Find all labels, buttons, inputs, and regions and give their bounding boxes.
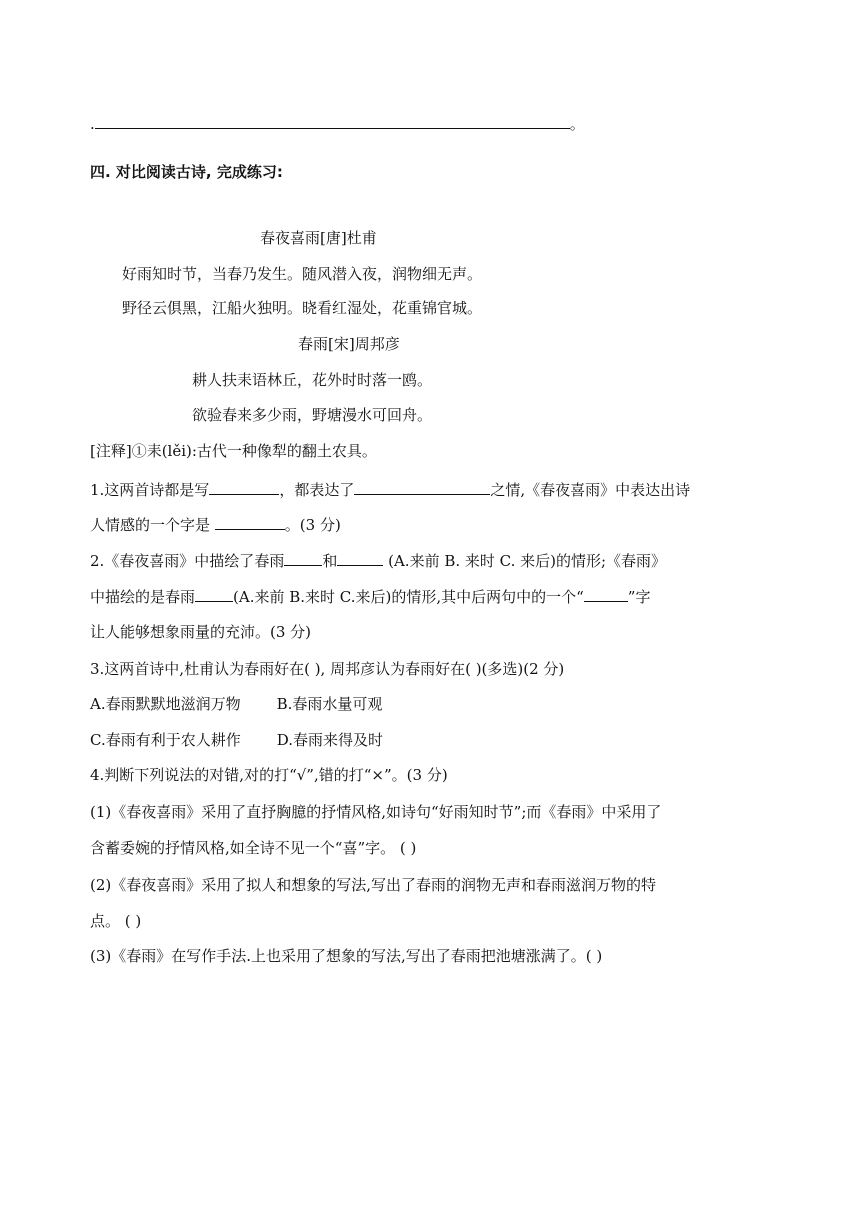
answer-blank[interactable] xyxy=(215,514,285,530)
section-heading: 四. 对比阅读古诗, 完成练习: xyxy=(90,163,283,181)
question-4-stem: 4.判断下列说法的对错,对的打“√”,错的打“×”。(3 分) xyxy=(90,766,448,784)
answer-line-top: . 。 xyxy=(90,115,585,133)
answer-blank[interactable] xyxy=(354,479,490,495)
question-3-options-row1 xyxy=(90,694,382,714)
question-1-line2: 人情感的一个字是 。(3 分) xyxy=(90,516,341,534)
question-2-line1: 2.《春夜喜雨》中描绘了春雨 和 (A.来前 B. 来时 C. 来后)的情形;《春雨》 xyxy=(90,552,667,570)
question-2-line2: 中描绘的是春雨 (A.来前 B.来时 C.来后)的情形,其中后两句中的一个“ ”字 xyxy=(90,588,651,606)
answer-blank[interactable] xyxy=(284,550,322,566)
option-a[interactable]: A.春雨默默地滋润万物 xyxy=(90,695,241,713)
question-4-statement-2b: 点。 ( ) xyxy=(90,912,142,930)
poem2-line2: 欲验春来多少雨，野塘漫水可回舟。 xyxy=(192,406,433,424)
question-3-options-row2 xyxy=(90,730,383,750)
poem1-title: 春夜喜雨[唐]杜甫 xyxy=(260,229,377,247)
answer-blank[interactable] xyxy=(195,586,233,602)
question-4-statement-1a: (1)《春夜喜雨》采用了直抒胸臆的抒情风格,如诗句“好雨知时节”;而《春雨》中采用了 xyxy=(90,803,662,821)
question-2-line3: 让人能够想象雨量的充沛。(3 分) xyxy=(90,623,312,641)
question-4-statement-1b: 含蓄委婉的抒情风格,如全诗不见一个“喜”字。 ( ) xyxy=(90,839,417,857)
answer-blank[interactable] xyxy=(584,586,628,602)
poem1-line2: 野径云俱黑，江船火独明。晓看红湿处，花重锦官城。 xyxy=(122,299,483,317)
poem2-title: 春雨[宋]周邦彦 xyxy=(298,335,400,353)
blank-line[interactable] xyxy=(95,114,570,129)
question-4-statement-3: (3)《春雨》在写作手法.上也采用了想象的写法,写出了春雨把池塘涨满了。( ) xyxy=(90,947,603,965)
option-b[interactable]: B.春雨水量可观 xyxy=(276,695,383,713)
question-1-line1: 1.这两首诗都是写 ，都表达了 之情,《春夜喜雨》中表达出诗 xyxy=(90,481,691,499)
poem2-line1: 耕人扶耒语林丘，花外时时落一鸥。 xyxy=(192,371,433,389)
question-4-statement-2a: (2)《春夜喜雨》采用了拟人和想象的写法,写出了春雨的润物无声和春雨滋润万物的特 xyxy=(90,876,657,894)
answer-blank[interactable] xyxy=(209,479,279,495)
answer-blank[interactable] xyxy=(337,550,383,566)
poem1-line1: 好雨知时节，当春乃发生。随风潜入夜，润物细无声。 xyxy=(122,265,483,283)
annotation-note: [注释]①耒(lěi):古代一种像犁的翻土农具。 xyxy=(90,442,377,460)
question-3-stem: 3.这两首诗中,杜甫认为春雨好在( ), 周邦彦认为春雨好在( )(多选)(2 分) xyxy=(90,660,565,678)
option-d[interactable]: D.春雨来得及时 xyxy=(276,731,383,749)
option-c[interactable]: C.春雨有利于农人耕作 xyxy=(90,731,241,749)
